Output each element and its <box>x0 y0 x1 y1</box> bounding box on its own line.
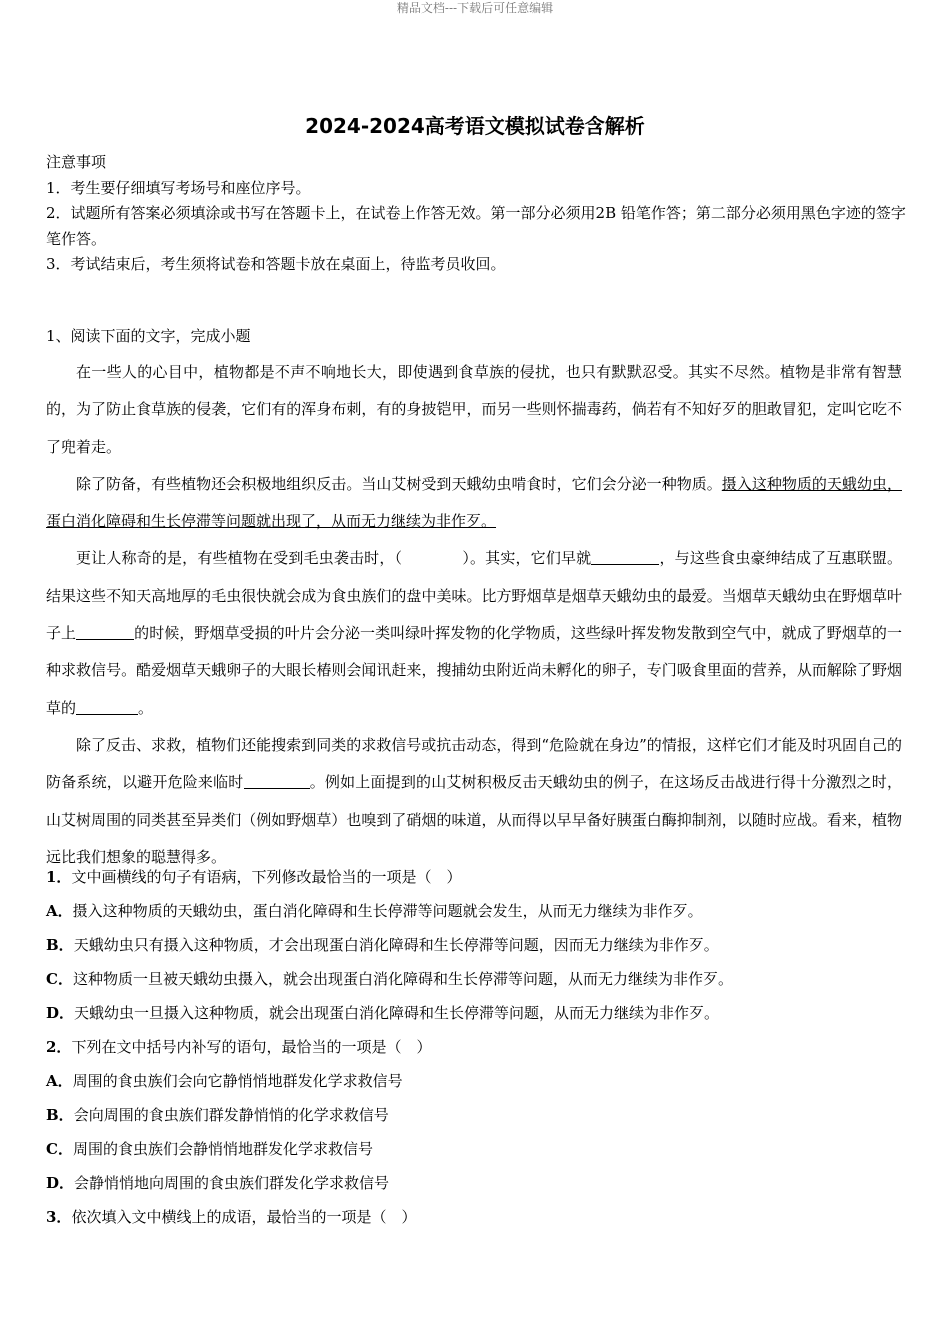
fill-blank-2 <box>76 624 134 640</box>
passage-text: ）。其实，它们早就 <box>462 549 592 568</box>
option-item <box>46 1166 906 1200</box>
section-heading: 1、阅读下面的文字，完成小题 <box>46 327 251 345</box>
option-item <box>46 1098 906 1132</box>
passage-text: ，与这些食虫豪绅结成了互惠联盟。结果这些不知天高地厚的毛虫很快就会成为食虫族们的盘中美味。比方野烟草是烟草天蛾幼虫的最爱。当烟草天蛾幼虫在野烟草叶子上 <box>46 549 902 643</box>
option-item <box>46 962 906 996</box>
fill-blank-3 <box>76 699 138 715</box>
option-text: 周围的食虫族们会静悄悄地群发化学求救信号 <box>72 1140 373 1158</box>
option-text: 天蛾幼虫只有摄入这种物质，才会出现蛋白消化障碍和生长停滞等问题，因而无力继续为非作歹。 <box>73 936 719 954</box>
option-letter: A． <box>46 1072 73 1090</box>
notes-section <box>46 150 906 278</box>
option-item <box>46 996 906 1030</box>
option-text: 摄入这种物质的天蛾幼虫，蛋白消化障碍和生长停滞等问题就会发生，从而无力继续为非作歹。 <box>72 902 703 920</box>
passage-text: 除了反击、求救，植物们还能搜索到同类的求救信号或抗击动态，得到“危险就在身边”的情报，这样它们才能及时巩固自己的防备系统，以避开危险来临时 <box>46 735 902 792</box>
header-watermark: 精品文档---下载后可任意编辑 <box>396 1 554 15</box>
option-letter: D． <box>46 1174 75 1192</box>
option-text: 天蛾幼虫一旦摄入这种物质，就会出现蛋白消化障碍和生长停滞等问题，从而无力继续为非作歹。 <box>74 1004 720 1022</box>
question-text: 依次填入文中横线上的成语，最恰当的一项是（ ） <box>71 1208 417 1226</box>
notes-heading: 注意事项 <box>46 153 107 171</box>
page-title: 2024-2024高考语文模拟试卷含解析 <box>305 114 645 138</box>
reading-passage <box>46 354 902 876</box>
question-stem <box>46 860 906 894</box>
passage-text: 。例如上面提到的山艾树积极反击天蛾幼虫的例子，在这场反击战进行得十分激烈之时，山艾树周围的同类甚至异类们（例如野烟草）也嗅到了硝烟的味道，从而得以早早备好胰蛋白酶抑制剂，以随时应战。看来，植物远比我们想象的聪慧得多。 <box>46 773 902 866</box>
passage-text: 的时候，野烟草受损的叶片会分泌一类叫绿叶挥发物的化学物质，这些绿叶挥发物发散到空气中，就成了野烟草的一种求救信号。酷爱烟草天蛾卵子的大眼长椿则会闻讯赶来，搜捕幼虫附近尚未孵化的卵子，专门吸食里面的营养，从而解除了野烟草的 <box>46 624 902 717</box>
option-item <box>46 1132 906 1166</box>
notes-item: 1．考生要仔细填写考场号和座位序号。 <box>46 178 311 197</box>
option-text: 会静悄悄地向周围的食虫族们群发化学求救信号 <box>74 1174 390 1192</box>
fill-blank-1 <box>591 549 659 565</box>
questions-section <box>46 860 906 1234</box>
option-letter: A． <box>46 902 73 920</box>
option-text: 这种物质一旦被天蛾幼虫摄入，就会出现蛋白消化障碍和生长停滞等问题，从而无力继续为非作歹。 <box>72 970 733 988</box>
passage-text: 除了防备，有些植物还会积极地组织反击。当山艾树受到天蛾幼虫啃食时，它们会分泌一种物质。 <box>76 474 722 493</box>
question-number: 3． <box>46 1208 72 1226</box>
question-stem <box>46 1030 906 1064</box>
underlined-sentence: 摄入这种物质的天蛾幼虫，蛋白消化障碍和生长停滞等问题就出现了，从而无力继续为非作歹。 <box>46 474 902 531</box>
option-text: 周围的食虫族们会向它静悄悄地群发化学求救信号 <box>72 1072 403 1090</box>
passage-paragraph-4 <box>46 727 902 876</box>
passage-paragraph-1: 在一些人的心目中，植物都是不声不响地长大，即使遇到食草族的侵扰，也只有默默忍受。其实不尽然。植物是非常有智慧的，为了防止食草族的侵袭，它们有的浑身布刺，有的身披铠甲，而另一些则怀揣毒药，倘若有不知好歹的胆敢冒犯，定叫它吃不了兜着走。 <box>46 363 902 456</box>
question-text: 下列在文中括号内补写的语句，最恰当的一项是（ ） <box>71 1038 432 1056</box>
option-text: 会向周围的食虫族们群发静悄悄的化学求救信号 <box>73 1106 389 1124</box>
notes-item: 2．试题所有答案必须填涂或书写在答题卡上，在试卷上作答无效。第一部分必须用2B 铅笔作答；第二部分必须用黑色字迹的签字笔作答。 <box>46 204 906 248</box>
fill-blank-4 <box>244 773 310 789</box>
option-letter: C． <box>46 1140 73 1158</box>
question-stem <box>46 1200 906 1234</box>
passage-text: 。 <box>138 698 154 717</box>
notes-item: 3．考试结束后，考生须将试卷和答题卡放在桌面上，待监考员收回。 <box>46 255 506 273</box>
option-letter: B． <box>46 936 74 954</box>
passage-paragraph-2 <box>46 466 902 541</box>
question-text: 文中画横线的句子有语病，下列修改最恰当的一项是（ ） <box>71 868 462 886</box>
option-item <box>46 928 906 962</box>
passage-paragraph-3 <box>46 540 902 726</box>
option-letter: B． <box>46 1106 74 1124</box>
option-letter: D． <box>46 1004 75 1022</box>
passage-text: 更让人称奇的是，有些植物在受到毛虫袭击时，（ <box>76 549 403 568</box>
question-number: 1． <box>46 868 72 886</box>
option-item <box>46 1064 906 1098</box>
question-number: 2． <box>46 1038 72 1056</box>
option-item <box>46 894 906 928</box>
option-letter: C． <box>46 970 73 988</box>
